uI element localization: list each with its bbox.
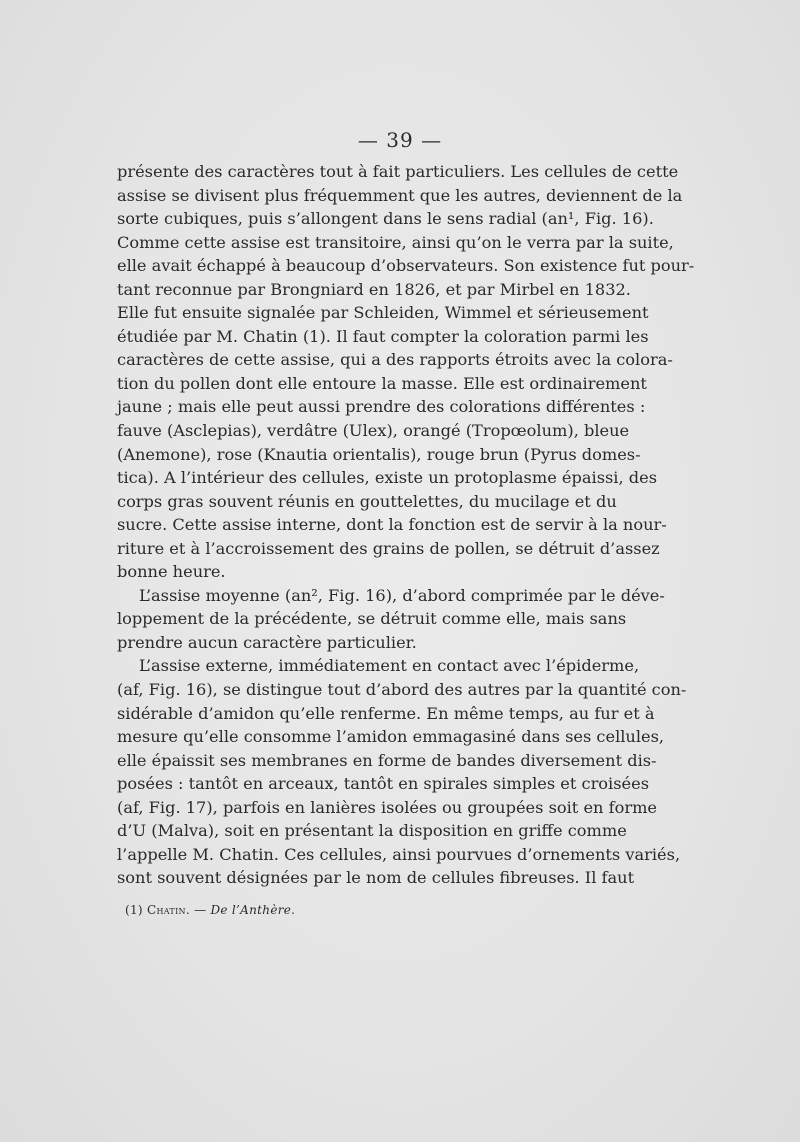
footnote: [125, 903, 295, 917]
text-line: Comme cette assise est transitoire, ainsi qu’on le verra par la suite,: [117, 232, 674, 252]
page-number: — 39 —: [357, 128, 443, 152]
text-line: loppement de la précédente, se détruit comme elle, mais sans: [117, 609, 627, 629]
text-line: elle épaissit ses membranes en forme de bandes diversement dis-: [117, 750, 657, 770]
text-line: assise se divisent plus fréquemment que les autres, deviennent de la: [117, 185, 683, 205]
text-line: sorte cubiques, puis s’allongent dans le sens radial (an¹, Fig. 16).: [117, 209, 654, 229]
text-line: Elle fut ensuite signalée par Schleiden, Wimmel et sérieusement: [117, 303, 649, 323]
text-line: sidérable d’amidon qu’elle renferme. En même temps, au fur et à: [117, 703, 655, 723]
text-line: tant reconnue par Brongniard en 1826, et par Mirbel en 1832.: [117, 279, 631, 299]
footnote-work: De l’Anthère.: [210, 903, 296, 917]
text-line: riture et à l’accroissement des grains de pollen, se détruit d’assez: [117, 538, 660, 558]
text-line: (Anemone), rose (Knautia orientalis), rouge brun (Pyrus domes-: [117, 444, 641, 464]
text-line: l’appelle M. Chatin. Ces cellules, ainsi pourvues d’ornements variés,: [117, 844, 681, 864]
text-line: étudiée par M. Chatin (1). Il faut compter la coloration parmi les: [117, 326, 649, 346]
text-line: (af, Fig. 17), parfois en lanières isolées ou groupées soit en forme: [117, 797, 658, 817]
text-line: tion du pollen dont elle entoure la masse. Elle est ordinairement: [117, 373, 647, 393]
text-line: posées : tantôt en arceaux, tantôt en spirales simples et croisées: [117, 774, 650, 794]
text-line: tica). A l’intérieur des cellules, existe un protoplasme épaissi, des: [117, 468, 658, 488]
text-line: prendre aucun caractère particulier.: [117, 632, 417, 652]
text-line: L’assise moyenne (an², Fig. 16), d’abord comprimée par le déve-: [139, 585, 665, 605]
text-line: sont souvent désignées par le nom de cellules fibreuses. Il faut: [117, 868, 635, 888]
text-line: bonne heure.: [117, 562, 226, 582]
text-line: sucre. Cette assise interne, dont la fonction est de servir à la nour-: [117, 515, 667, 535]
text-line: caractères de cette assise, qui a des rapports étroits avec la colora-: [117, 350, 673, 370]
text-line: mesure qu’elle consomme l’amidon emmagasiné dans ses cellules,: [117, 727, 665, 747]
footnote-author: Chatin.: [147, 903, 190, 917]
text-line: fauve (Asclepias), verdâtre (Ulex), orangé (Tropœolum), bleue: [117, 421, 630, 441]
text-line: L’assise externe, immédiatement en contact avec l’épiderme,: [139, 656, 640, 676]
text-line: jaune ; mais elle peut aussi prendre des colorations différentes :: [117, 397, 646, 417]
text-line: présente des caractères tout à fait particuliers. Les cellules de cette: [117, 162, 679, 181]
text-line: (af, Fig. 16), se distingue tout d’abord des autres par la quantité con-: [117, 680, 687, 700]
text-line: elle avait échappé à beaucoup d’observateurs. Son existence fut pour-: [117, 256, 695, 276]
text-line: d’U (Malva), soit en présentant la disposition en griffe comme: [117, 821, 627, 841]
footnote-separator: —: [189, 903, 211, 917]
footnote-marker: (1): [125, 903, 143, 917]
body-text: [117, 160, 695, 890]
text-line: corps gras souvent réunis en gouttelettes, du mucilage et du: [117, 491, 617, 511]
